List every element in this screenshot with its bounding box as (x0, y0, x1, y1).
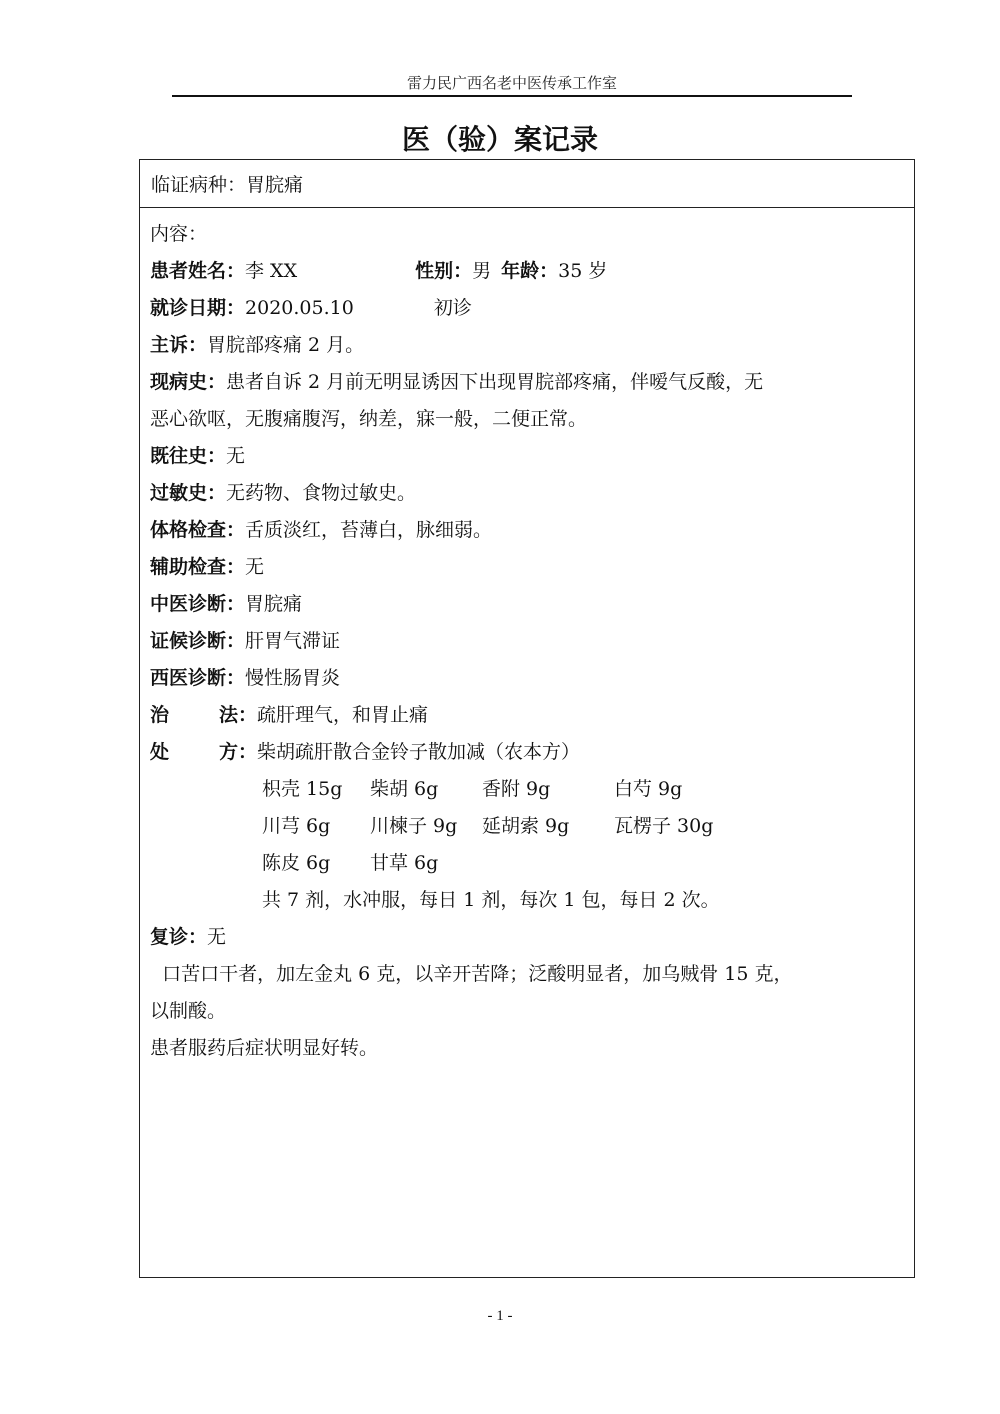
disease-category-row (140, 160, 914, 208)
patient-name: 李 XX (245, 260, 298, 282)
content-label: 内容： (150, 223, 208, 245)
auxiliary-exam-line: 辅助检查：无 (150, 556, 265, 578)
chief-complaint-line: 主诉：胃脘部疼痛 2 月。 (150, 334, 365, 356)
visit-type: 初诊 (433, 297, 472, 319)
allergy-history-line: 过敏史：无药物、食物过敏史。 (150, 482, 417, 504)
herb-row-3: 陈皮 6g 甘草 6g (262, 852, 439, 874)
treatment-line: 治 法：疏肝理气，和胃止痛 (150, 704, 429, 726)
follow-up-note-line-1: 口苦口干者，加左金丸 6 克，以辛开苦降；泛酸明显者，加乌贼骨 15 克， (150, 963, 793, 985)
present-illness-line-2: 恶心欲呕，无腹痛腹泻，纳差，寐一般，二便正常。 (150, 408, 588, 430)
chief-complaint-value: 胃脘部疼痛 2 月。 (207, 334, 365, 356)
sex-label: 性别： (415, 260, 473, 282)
herb-row-1: 枳壳 15g 柴胡 6g 香附 9g 白芍 9g (262, 778, 683, 800)
formula-name: 柴胡疏肝散合金铃子散加减（农本方） (257, 741, 581, 763)
physical-exam-line: 体格检查：舌质淡红，苔薄白，脉细弱。 (150, 519, 493, 541)
present-illness-line-1: 现病史：患者自诉 2 月前无明显诱因下出现胃脘部疼痛，伴嗳气反酸，无 (150, 371, 764, 393)
prescription-line: 处 方：柴胡疏肝散合金铃子散加减（农本方） (150, 741, 581, 763)
header-divider (172, 95, 852, 97)
page-number: - 1 - (487, 1308, 513, 1324)
record-content (140, 208, 914, 1067)
visit-line (150, 290, 914, 327)
follow-up-line: 复诊：无 (150, 926, 227, 948)
visit-date: 2020.05.10 (245, 297, 354, 319)
dosage-line: 共 7 剂，水冲服，每日 1 剂，每次 1 包，每日 2 次。 (262, 889, 720, 911)
outcome-line: 患者服药后症状明显好转。 (150, 1037, 379, 1059)
patient-name-label: 患者姓名： (150, 260, 246, 282)
case-record-table (139, 159, 915, 1278)
disease-category-label: 临证病种： (151, 174, 247, 196)
sex-value: 男 (472, 260, 492, 282)
syndrome-diagnosis-line: 证候诊断：肝胃气滞证 (150, 630, 341, 652)
past-history-line: 既往史：无 (150, 445, 246, 467)
follow-up-note-line-2: 以制酸。 (150, 1000, 227, 1022)
western-diagnosis-line: 西医诊断：慢性肠胃炎 (150, 667, 341, 689)
herb-row-2: 川芎 6g 川楝子 9g 延胡索 9g 瓦楞子 30g (262, 815, 714, 837)
visit-date-label: 就诊日期： (150, 297, 246, 319)
disease-category-value: 胃脘痛 (246, 174, 304, 196)
patient-info-line (150, 253, 914, 290)
tcm-diagnosis-line: 中医诊断：胃脘痛 (150, 593, 303, 615)
organization-header: 雷力民广西名老中医传承工作室 (406, 74, 617, 92)
document-title: 医（验）案记录 (401, 123, 598, 156)
age-label: 年龄： (501, 260, 559, 282)
age-value: 35 岁 (558, 260, 608, 282)
